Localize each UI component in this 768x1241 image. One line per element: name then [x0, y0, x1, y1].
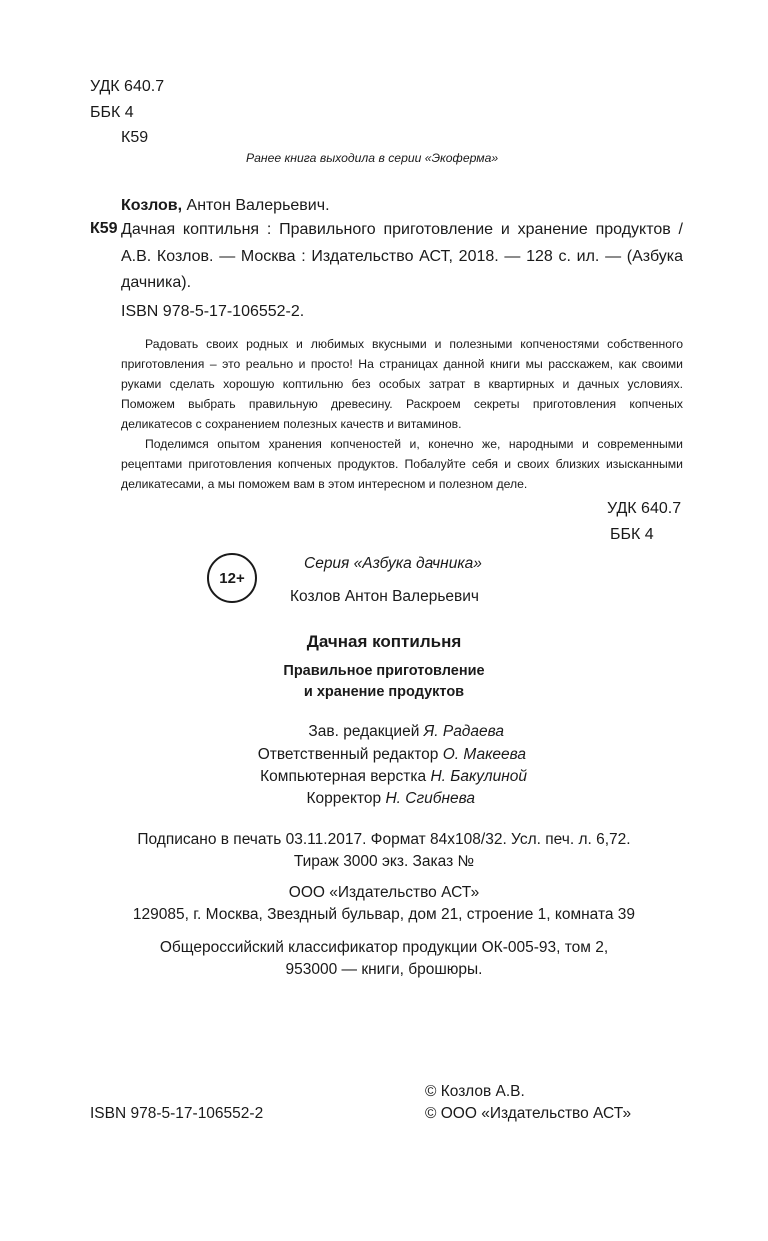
credit-line [258, 746, 526, 764]
bibliographic-description: Дачная коптильня : Правильного приготовление и хранение продуктов / А.В. Козлов. — Москва : Издательство АСТ, 2018. — 128 с. ил. — (Азбука дачника). [121, 221, 683, 291]
isbn-bottom: ISBN 978-5-17-106552-2 [90, 1105, 264, 1122]
publisher-address: 129085, г. Москва, Звездный бульвар, дом 21, строение 1, комната 39 [132, 906, 636, 923]
k59-label: К59 [90, 220, 118, 237]
classifier-line-2: 953000 — книги, брошюры. [285, 961, 483, 978]
author-full-name: Козлов Антон Валерьевич [290, 588, 480, 605]
copyright-publisher: © ООО «Издательство АСТ» [425, 1105, 632, 1122]
author-heading [121, 197, 330, 215]
credit-person: О. Макеева [442, 746, 526, 763]
age-rating-badge [207, 553, 257, 603]
credit-role: Корректор [306, 790, 386, 807]
credit-role: Ответственный редактор [257, 746, 443, 763]
bbk-top: ББК 4 [90, 104, 134, 121]
annotation-paragraph: Радовать своих родных и любимых вкусными и полезными копченостями собственного приготовления – это реально и просто! На страницах данной книги мы расскажем, как своими руками сделать хорошую коптильню без особых затрат в квартирных и дачных условиях. Поможем выбрать правильную древесину. Раскроем секреты приготовления копченых деликатесов с сохранением полезных качеств и витаминов. [121, 337, 683, 431]
k59-top: К59 [121, 129, 149, 146]
author-name: Антон Валерьевич. [182, 197, 330, 214]
annotation [121, 334, 683, 494]
subtitle-line-1: Правильное приготовление [283, 663, 485, 679]
annotation-paragraph: Поделимся опытом хранения копченостей и, конечно же, народными и современными рецептами приготовления копченых продуктов. Побалуйте себя и своих близких изысканными деликатесами, а мы поможем вам в этом интересном и полезном деле. [121, 437, 683, 491]
credit-line [308, 723, 504, 741]
classifier-line-1: Общероссийский классификатор продукции ОК-005-93, том 2, [159, 939, 609, 956]
credit-person: Н. Сгибнева [385, 790, 475, 807]
bbk-right: ББК 4 [610, 526, 654, 543]
credit-line [260, 768, 527, 786]
udk-right: УДК 640.7 [607, 500, 682, 517]
age-rating-text: 12+ [219, 569, 245, 587]
isbn-line: ISBN 978-5-17-106552-2. [121, 303, 305, 320]
print-info-line-2: Тираж 3000 экз. Заказ № [293, 853, 475, 870]
credit-role: Компьютерная верстка [260, 768, 431, 785]
credit-line [307, 790, 475, 808]
book-title: Дачная коптильня [306, 632, 462, 651]
udk-top: УДК 640.7 [90, 78, 165, 95]
credit-person: Я. Радаева [423, 723, 504, 740]
subtitle-line-2: и хранение продуктов [303, 684, 465, 700]
previous-series-note: Ранее книга выходила в серии «Экоферма» [246, 151, 499, 165]
copyright-author: © Козлов А.В. [425, 1083, 525, 1100]
publisher-name: ООО «Издательство АСТ» [288, 884, 480, 901]
author-surname: Козлов, [121, 197, 183, 214]
series-name: Серия «Азбука дачника» [304, 555, 482, 572]
credit-role: Зав. редакцией [308, 723, 424, 740]
print-info-line-1: Подписано в печать 03.11.2017. Формат 84x108/32. Усл. печ. л. 6,72. [137, 831, 631, 848]
credit-person: Н. Бакулиной [430, 768, 527, 785]
